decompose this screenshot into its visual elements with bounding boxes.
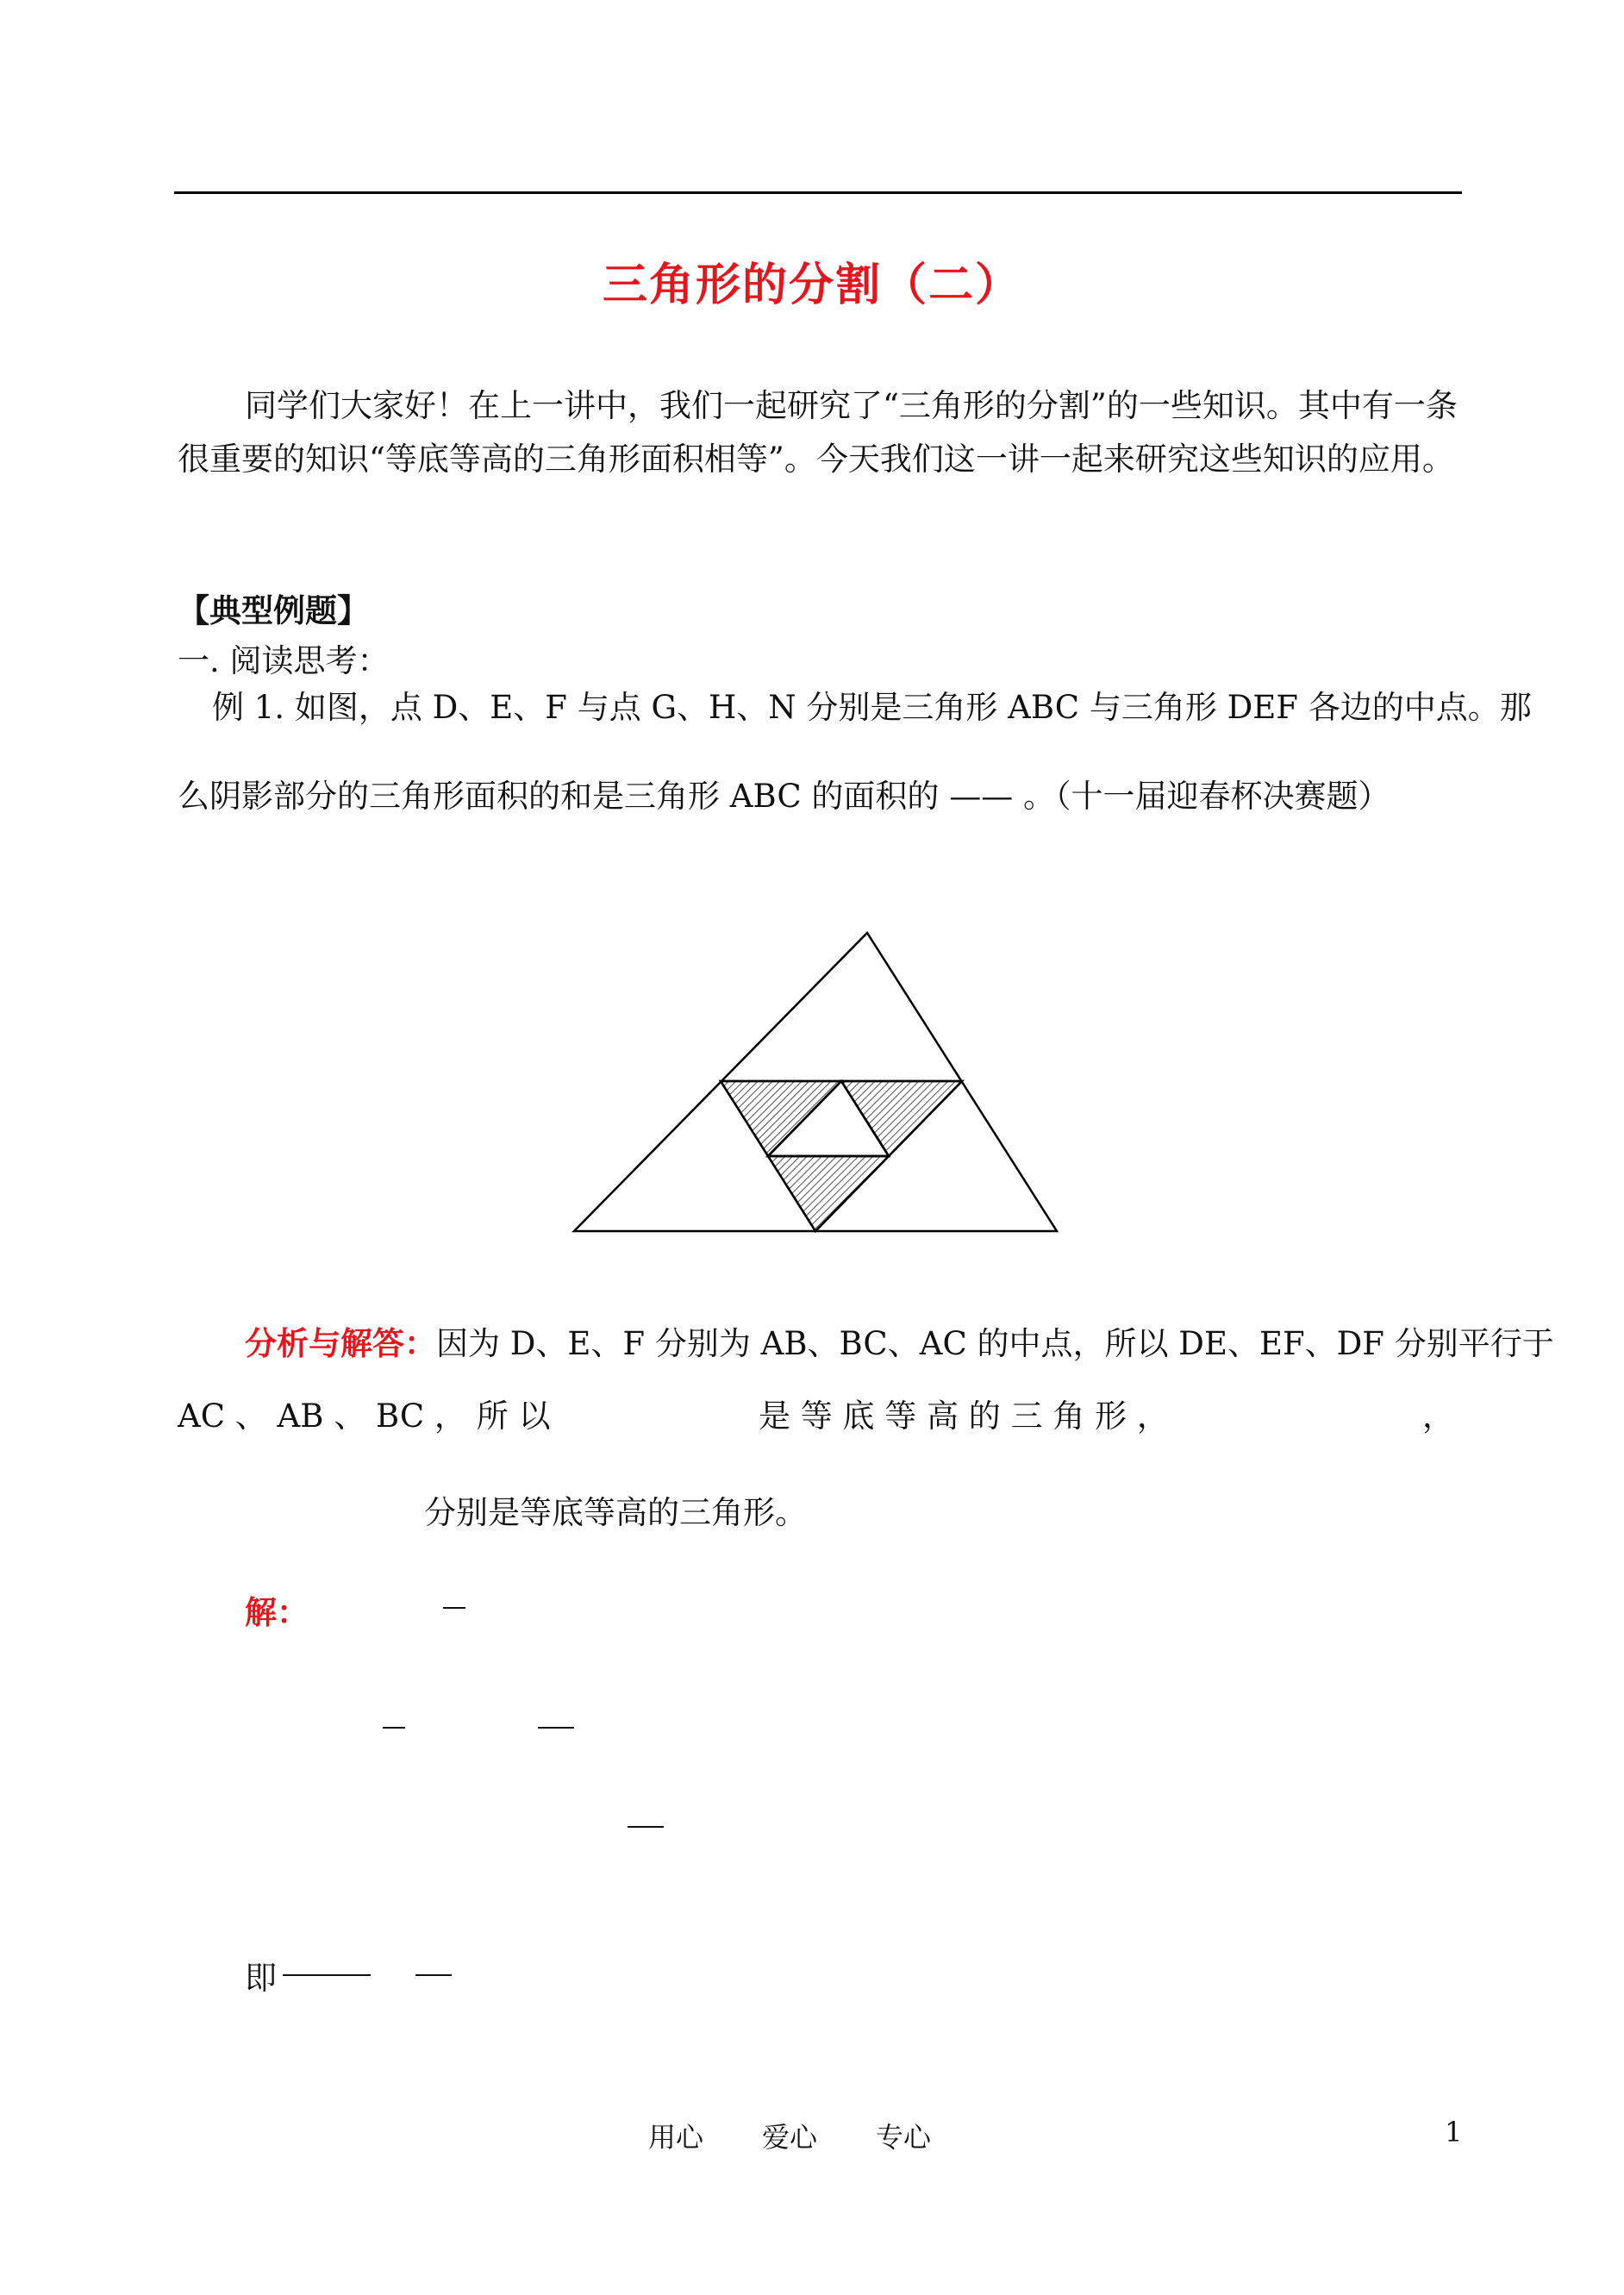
fraction-bar [415,1974,452,1976]
fraction-bar [443,1607,465,1609]
footer-item-2: 爱心 [762,2121,818,2154]
footer-item-3: 专心 [876,2121,932,2154]
analysis-line-2-left: AC 、 AB 、 BC ， 所 以 [178,1398,551,1435]
footer-item-1: 用心 [648,2121,704,2154]
shaded-triangle-bottom [768,1156,889,1231]
fraction-bar [538,1727,574,1729]
analysis-label: 分析与解答： [245,1324,436,1362]
page-number: 1 [1445,2116,1463,2148]
header-rule [174,191,1462,194]
section-heading: 【典型例题】 [178,591,369,629]
fraction-bar [383,1727,405,1729]
analysis-text-1: 因为 D、E、F 分别为 AB、BC、AC 的中点，所以 DE、EF、DF 分别平行于 [436,1325,1554,1362]
example-line-2: 么阴影部分的三角形面积的和是三角形 ABC 的面积的 —— 。（十一届迎春杯决赛题） [178,778,1390,815]
fraction-bar [628,1826,664,1828]
answer-blank [283,1974,371,1976]
subsection-heading: 一. 阅读思考： [178,642,390,679]
analysis-line-3: 分别是等底等高的三角形。 [424,1494,807,1531]
analysis-line-2-mid: 是 等 底 等 高 的 三 角 形 ， [759,1398,1169,1435]
example-line-1: 例 1. 如图，点 D、E、F 与点 G、H、N 分别是三角形 ABC 与三角形 DEF 各边的中点。那 [212,689,1532,726]
triangle-figure [552,914,1069,1241]
intro-paragraph: 同学们大家好！在上一讲中，我们一起研究了“三角形的分割”的一些知识。其中有一条很重要的知识“等底等高的三角形面积相等”。今天我们这一讲一起来研究这些知识的应用。 [178,387,1458,478]
analysis-line-2-right: ， [1422,1398,1454,1435]
solution-label: 解： [245,1593,309,1631]
conclusion-prefix: 即 [245,1960,277,1997]
analysis-line-1 [245,1317,1554,1364]
page-title: 三角形的分割（二） [602,259,1021,311]
